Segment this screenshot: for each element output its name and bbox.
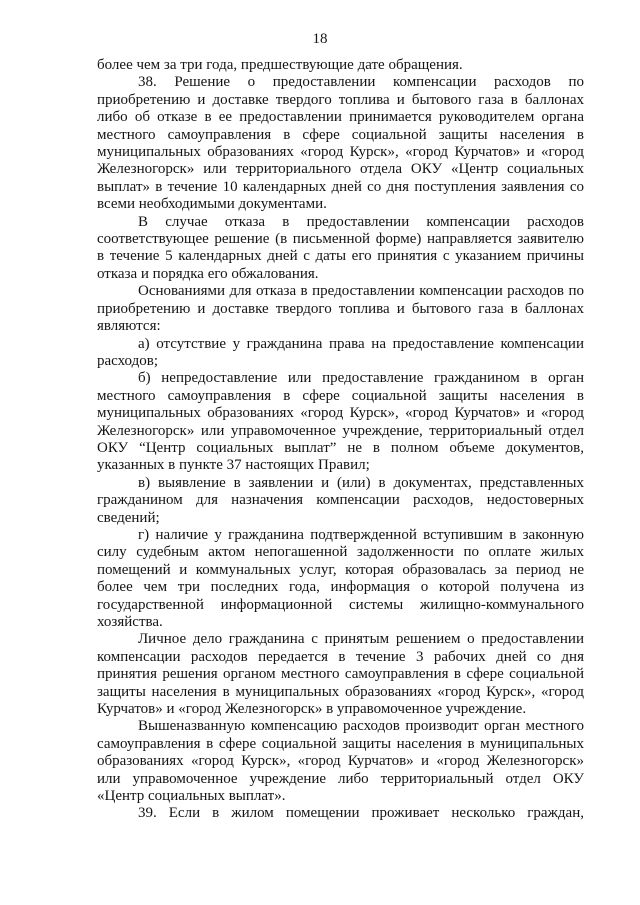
text-line: местного самоуправления в сфере социальной защиты населения в	[97, 387, 584, 404]
text-line: местного самоуправления в сфере социальной защиты населения в	[97, 126, 584, 143]
text-line: либо об отказе в ее предоставлении принимается руководителем органа	[97, 109, 584, 126]
list-item	[97, 527, 584, 631]
text-line: Железногорск» или территориального отдела ОКУ «Центр социальных	[97, 161, 584, 178]
list-item	[97, 475, 584, 527]
text-line: приобретению и доставке твердого топлива и бытового газа в баллонах	[97, 91, 584, 108]
text-line: хозяйства.	[97, 614, 163, 630]
text-line: 39. Если в жилом помещении проживает несколько граждан,	[138, 805, 584, 822]
paragraph	[97, 805, 584, 822]
paragraph	[97, 74, 584, 213]
text-line: отказа и порядка его обжалования.	[97, 265, 319, 282]
paragraph	[97, 57, 584, 74]
text-line: в) выявление в заявлении и (или) в документах, представленных	[138, 474, 584, 491]
text-line: ОКУ “Центр социальных выплат” не в полном объеме документов,	[97, 439, 584, 456]
text-line: помещений и коммунальных услуг, которая образовалась за период не	[97, 561, 584, 578]
paragraph	[97, 283, 584, 335]
text-line: соответствующее решение (в письменной форме) направляется заявителю	[97, 231, 584, 248]
text-line: гражданином для назначения компенсации расходов, недостоверных	[97, 492, 584, 509]
text-line: всеми необходимыми документами.	[97, 196, 327, 213]
text-line: Вышеназванную компенсацию расходов производит орган местного	[138, 718, 584, 735]
text-line: компенсации расходов передается в течение 3 рабочих дней со дня	[97, 648, 584, 665]
text-line: более чем три последних года, информация о которой получена из	[97, 579, 584, 596]
text-line: расходов;	[97, 352, 158, 369]
text-line: выплат» в течение 10 календарных дней со дня поступления заявления со	[97, 178, 584, 195]
text-line: самоуправления в сфере социальной защиты населения в муниципальных	[97, 735, 584, 752]
paragraph	[97, 718, 584, 805]
text-line: «Центр социальных выплат».	[97, 788, 286, 805]
text-line: Железногорск» или управомоченное учреждение, территориальный отдел	[97, 422, 584, 439]
text-line: а) отсутствие у гражданина права на предоставление компенсации	[138, 335, 584, 352]
list-item	[97, 370, 584, 474]
text-line: Основаниями для отказа в предоставлении компенсации расходов по	[138, 283, 584, 300]
text-line: приобретению и доставке твердого топлива и бытового газа в баллонах	[97, 300, 584, 317]
text-line: образованиях «город Курск», «город Курчатов» и «город Железногорск»	[97, 753, 584, 770]
text-line: в течение 5 календарных дней с даты его принятия с указанием причины	[97, 248, 584, 265]
text-line: муниципальных образованиях «город Курск», «город Курчатов» и «город	[97, 405, 584, 422]
list-item	[97, 336, 584, 371]
text-line: 38. Решение о предоставлении компенсации расходов по	[138, 74, 584, 91]
text-line: Личное дело гражданина с принятым решением о предоставлении	[138, 631, 584, 648]
page-number: 18	[312, 31, 328, 47]
text-line: В случае отказа в предоставлении компенсации расходов	[138, 213, 584, 230]
text-line: более чем за три года, предшествующие дате обращения.	[97, 57, 463, 73]
paragraph	[97, 631, 584, 718]
text-line: муниципальных образованиях «город Курск», «город Курчатов» и «город	[97, 144, 584, 161]
text-line: Курчатов» и «город Железногорск» в управомоченное учреждение.	[97, 701, 527, 718]
text-line: защиты населения в муниципальных образованиях «город Курск», «город	[97, 683, 584, 700]
text-line: являются:	[97, 318, 161, 335]
text-line: указанных в пункте 37 настоящих Правил;	[97, 457, 370, 474]
paragraph	[97, 214, 584, 284]
document-body	[97, 57, 584, 823]
text-line: силу судебным актом непогашенной задолженности по оплате жилых	[97, 544, 584, 561]
text-line: государственной информационной системы жилищно-коммунального	[97, 596, 584, 613]
text-line: б) непредоставление или предоставление гражданином в орган	[138, 370, 584, 387]
text-line: принятия решения органом местного самоуправления в сфере социальной	[97, 666, 584, 683]
text-line: или управомоченное учреждение либо территориальный отдел ОКУ	[97, 770, 584, 787]
text-line: г) наличие у гражданина подтвержденной вступившим в законную	[138, 526, 584, 543]
text-line: сведений;	[97, 509, 160, 526]
